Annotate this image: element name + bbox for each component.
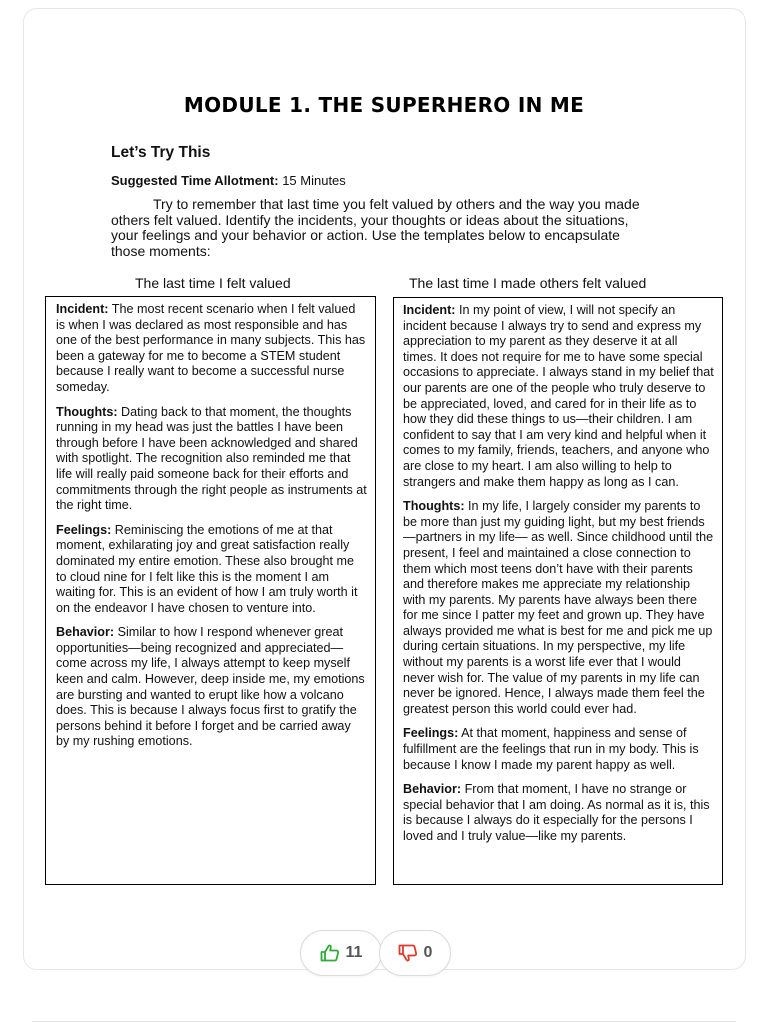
incident-text: The most recent scenario when I felt valued is when I was declared as most responsible and has one of the best performance in many subjects. This has been a gateway for me to become a STEM student because I really want to become a successful nurse someday. — [56, 302, 366, 394]
time-allotment-label: Suggested Time Allotment: — [111, 173, 279, 188]
instructions-paragraph: Try to remember that last time you felt valued by others and the way you made others felt valued. Identify the incidents, your thoughts or ideas about the situations, your feelings and your behavior or action. Use the templates below to encapsulate those moments: — [111, 196, 640, 259]
time-allotment-value: 15 Minutes — [278, 173, 346, 188]
upvote-button[interactable] — [300, 930, 382, 976]
right-column-title: The last time I made others felt valued — [409, 275, 647, 291]
behavior-text: From that moment, I have no strange or special behavior that I am doing. As normal as it is, this is because I always do it especially for the persons I loved and I truly value—like my parents. — [403, 782, 710, 843]
feelings-text: At that moment, happiness and sense of fulfillment are the feelings that run in my body. This is because I know I made my parent happy as well. — [403, 726, 699, 772]
thoughts-entry — [56, 405, 367, 514]
incident-label: Incident: — [403, 303, 456, 317]
feelings-label: Feelings: — [56, 522, 112, 537]
module-title: MODULE 1. THE SUPERHERO IN ME — [183, 93, 585, 117]
incident-entry — [403, 303, 714, 490]
made-others-valued-box — [393, 297, 723, 885]
feelings-entry — [56, 523, 367, 617]
incident-text: In my point of view, I will not specify an incident because I always try to send and express my appreciation to my parent as they deserve it at all times. It does not require for me to have some special occasions to appreciate. I always stand in my belief that our parents are one of the people who truly deserve to be appreciated, loved, and cared for in their life as to how they did these things to us—their children. I am confident to say that I am very kind and helpful when it comes to my family, friends, teachers, and anyone who are close to my heart. I am also willing to help to strangers and make them happy as long as I can. — [403, 303, 714, 489]
incident-label: Incident: — [56, 302, 109, 316]
thumbs-up-icon — [320, 944, 340, 962]
thoughts-label: Thoughts: — [56, 404, 118, 419]
thoughts-label: Thoughts: — [403, 499, 465, 514]
feelings-text: Reminiscing the emotions of me at that moment, exhilarating joy and great satisfaction really dominated my entire emotion. These also brought me to cloud nine for I felt like this is the moment I am waiting for. This is an evident of how I am truly worth it on the endeavor I have chosen to venture into. — [56, 522, 358, 615]
behavior-entry — [56, 625, 367, 750]
thoughts-entry — [403, 499, 714, 717]
upvote-count: 11 — [345, 944, 363, 961]
downvote-count: 0 — [423, 944, 433, 961]
behavior-label: Behavior: — [403, 782, 462, 797]
felt-valued-box — [45, 296, 376, 885]
thoughts-text: In my life, I largely consider my parents to be more than just my guiding light, but my best friends—partners in my life— as well. Since childhood until the present, I feel and maintained a close connection to them which most teens don’t have with their parents and therefore makes me appreciate my relationship with my parents. My parents have always been there for me since I patter my feet and grown up. They have always provided me what is best for me and pick me up during certain situations. In my perspective, my life without my parents is a worst life ever that I would never wish for. The value of my parents in my life can never be ignored. Hence, I always made them feel the greatest person this world could ever had. — [403, 499, 714, 716]
footer-divider — [32, 1021, 736, 1022]
feelings-entry — [403, 726, 714, 773]
behavior-entry — [403, 782, 714, 844]
incident-entry — [56, 302, 367, 396]
thumbs-down-icon — [398, 944, 418, 962]
thoughts-text: Dating back to that moment, the thoughts running in my head was just the battles I have been through before I have been acknowledged and shared with spotlight. The recognition also reminded me that life will really paid someone back for their efforts and commitments through the right people as instruments at the right time. — [56, 404, 367, 513]
feelings-label: Feelings: — [403, 726, 459, 741]
behavior-text: Similar to how I respond whenever great opportunities—being recognized and appreciated—come across my life, I always attempt to keep myself keen and calm. However, deep inside me, my emotions are bursting and wanted to erupt like how a volcano does. This is because I always focus first to gratify the persons behind it before I forget and be carried away by my rushing emotions. — [56, 625, 365, 749]
behavior-label: Behavior: — [56, 625, 115, 640]
section-heading: Let’s Try This — [111, 144, 211, 161]
time-allotment — [111, 173, 346, 188]
left-column-title: The last time I felt valued — [135, 275, 291, 291]
downvote-button[interactable] — [379, 930, 451, 976]
